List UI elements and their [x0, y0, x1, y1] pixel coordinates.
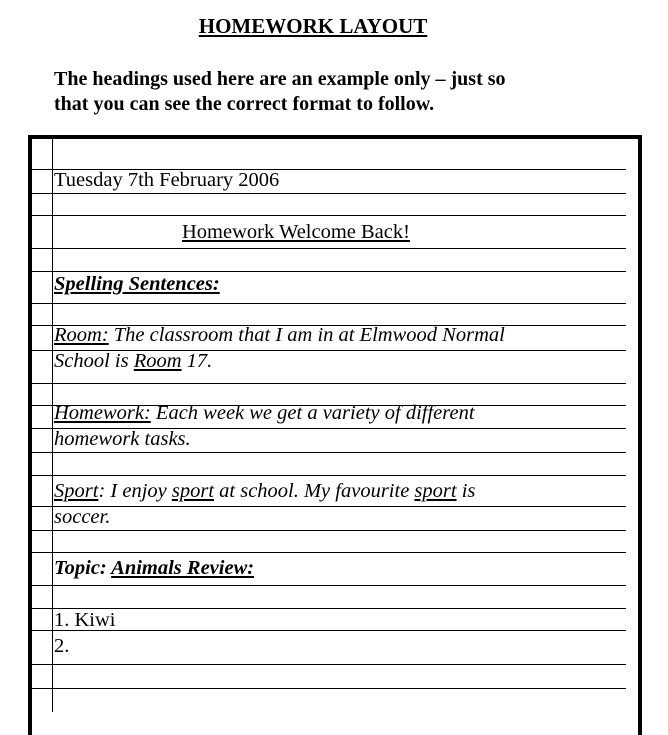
room-word: Room: [54, 324, 109, 346]
room-sentence-line-1 [54, 324, 505, 347]
list-item: 2. [54, 635, 70, 657]
room-text-2b: 17. [181, 350, 213, 372]
homework-word: Homework: [54, 402, 151, 424]
homework-heading: Homework Welcome Back! [182, 221, 410, 243]
intro-text [54, 67, 614, 117]
homework-sentence-line-1 [54, 402, 475, 425]
date-line: Tuesday 7th February 2006 [54, 169, 280, 191]
room-text-1: The classroom that I am in at Elmwood Normal [108, 324, 505, 346]
intro-line-2: that you can see the correct format to follow. [54, 93, 435, 115]
intro-line-1: The headings used here are an example only – just so [54, 68, 506, 90]
ruled-line [32, 585, 626, 586]
ruled-line [32, 552, 626, 553]
room-text-2a: School is [54, 350, 134, 372]
ruled-line [32, 475, 626, 476]
ruled-line [32, 383, 626, 384]
room-sentence-line-2 [54, 350, 212, 373]
sport-text-1a: : I enjoy [98, 480, 172, 502]
sport-word-2: sport [171, 480, 215, 502]
ruled-line [32, 664, 626, 665]
ruled-line [32, 506, 626, 507]
sport-text-1b: at school. My favourite [214, 480, 415, 502]
homework-text-1: Each week we get a variety of different [150, 402, 475, 424]
sport-text-1c: is [456, 480, 476, 502]
topic-label: Topic: [54, 557, 112, 579]
ruled-line [32, 608, 626, 609]
sport-word: Sport [54, 480, 99, 502]
sport-sentence-line-2: soccer. [54, 506, 111, 528]
ruled-line [32, 452, 626, 453]
list-item: 1. Kiwi [54, 609, 116, 631]
homework-sentence-line-2: homework tasks. [54, 428, 191, 450]
ruled-line [32, 630, 626, 631]
sport-word-3: sport [414, 480, 457, 502]
room-word-2: Room [133, 350, 182, 372]
margin-line [52, 139, 53, 712]
ruled-line [32, 248, 626, 249]
ruled-line [32, 530, 626, 531]
ruled-line [32, 688, 626, 689]
ruled-line [32, 193, 626, 194]
spelling-heading: Spelling Sentences: [54, 273, 220, 295]
ruled-line [32, 271, 626, 272]
page-title: HOMEWORK LAYOUT [198, 14, 428, 38]
topic-name: Animals Review: [111, 557, 255, 579]
ruled-line [32, 215, 626, 216]
ruled-line [32, 303, 626, 304]
sport-sentence-line-1 [54, 480, 475, 503]
topic-heading [54, 557, 254, 580]
